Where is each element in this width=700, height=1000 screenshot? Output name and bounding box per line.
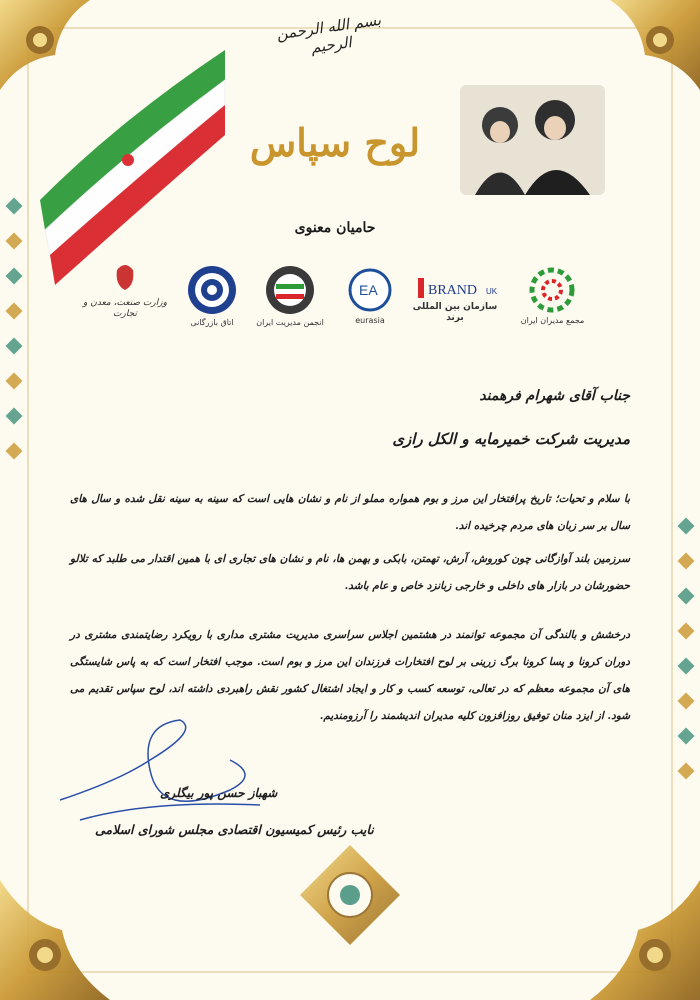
logo-caption-anjoman: انجمن مدیریت ایران	[256, 318, 324, 327]
signer-title: نایب رئیس کمیسیون اقتصادی مجلس شورای اسلامی	[95, 822, 374, 837]
svg-text:UK: UK	[486, 287, 498, 296]
recipient-name: جناب آقای شهرام فرهمند	[479, 388, 630, 404]
svg-text:BRAND: BRAND	[428, 283, 478, 298]
leaders-portrait	[460, 85, 605, 195]
svg-text:EA: EA	[359, 282, 378, 298]
certificate-title: لوح سپاس	[249, 120, 421, 165]
logo-caption-eurasia: eurasia	[355, 316, 385, 325]
logo-eurasia	[350, 270, 390, 310]
logo-ibrand-suffix	[406, 276, 416, 277]
letter-paragraph-3: درخشش و بالندگی آن مجموعه توانمند در هشتمین اجلاس سراسری مدیریت مشتری مداری با رویکرد رضایتمندی مشتری در دوران کرونا و پسا کرونا برگ زرینی بر لوح افتخارات فرزندان این مرز و بوم است. موجب افتخار است که به پاس شایستگی های آن مجموعه معظم که در تعالی، توسعه کسب و کار و ایجاد اشتغال کشور نقش راهبردی داشته اند، لوح سپاس تقدیم می شود. از ایزد منان توفیق روزافزون کلیه مدیران اندیشمند را آرزومندیم.	[70, 629, 630, 722]
logo-eurasia-mark	[360, 281, 361, 282]
logo-chamber	[188, 266, 236, 314]
letter-paragraph-2: سرزمین بلند آوازگانی چون کوروش، آرش، تهمتن، بابکی و بهمن ها، نام و نشان های تجاری ای با همین اقتدار می طلبد که تلالو حضورشان در بازار های داخلی و خارجی زبانزد خاص و عام باشد.	[70, 553, 630, 592]
signer-name: شهباز حسن پور بیگلری	[160, 786, 278, 800]
logo-caption-chamber: اتاق بازرگانی	[190, 318, 234, 327]
logo-caption-majma: مجمع مدیران ایران	[520, 316, 585, 325]
letter-paragraph-1: با سلام و تحیات؛ تاریخ پرافتخار این مرز و بوم همواره مملو از نام و نشان هایی است که سینه به سینه نقل شده و سال های سال بر سر زبان های مردم چرخیده اند.	[70, 493, 630, 532]
logo-caption-ibrand: سازمان بین المللی برند	[412, 302, 498, 323]
basmala: بسم الله الرحمن الرحیم	[275, 10, 383, 57]
recipient-company: مدیریت شرکت خمیرمایه و الکل رازی	[392, 430, 630, 448]
logo-anjoman	[266, 266, 314, 314]
logo-caption-ministry: وزارت صنعت، معدن و تجارت	[83, 298, 167, 319]
sponsors-label: حامیان معنوی	[294, 220, 376, 236]
